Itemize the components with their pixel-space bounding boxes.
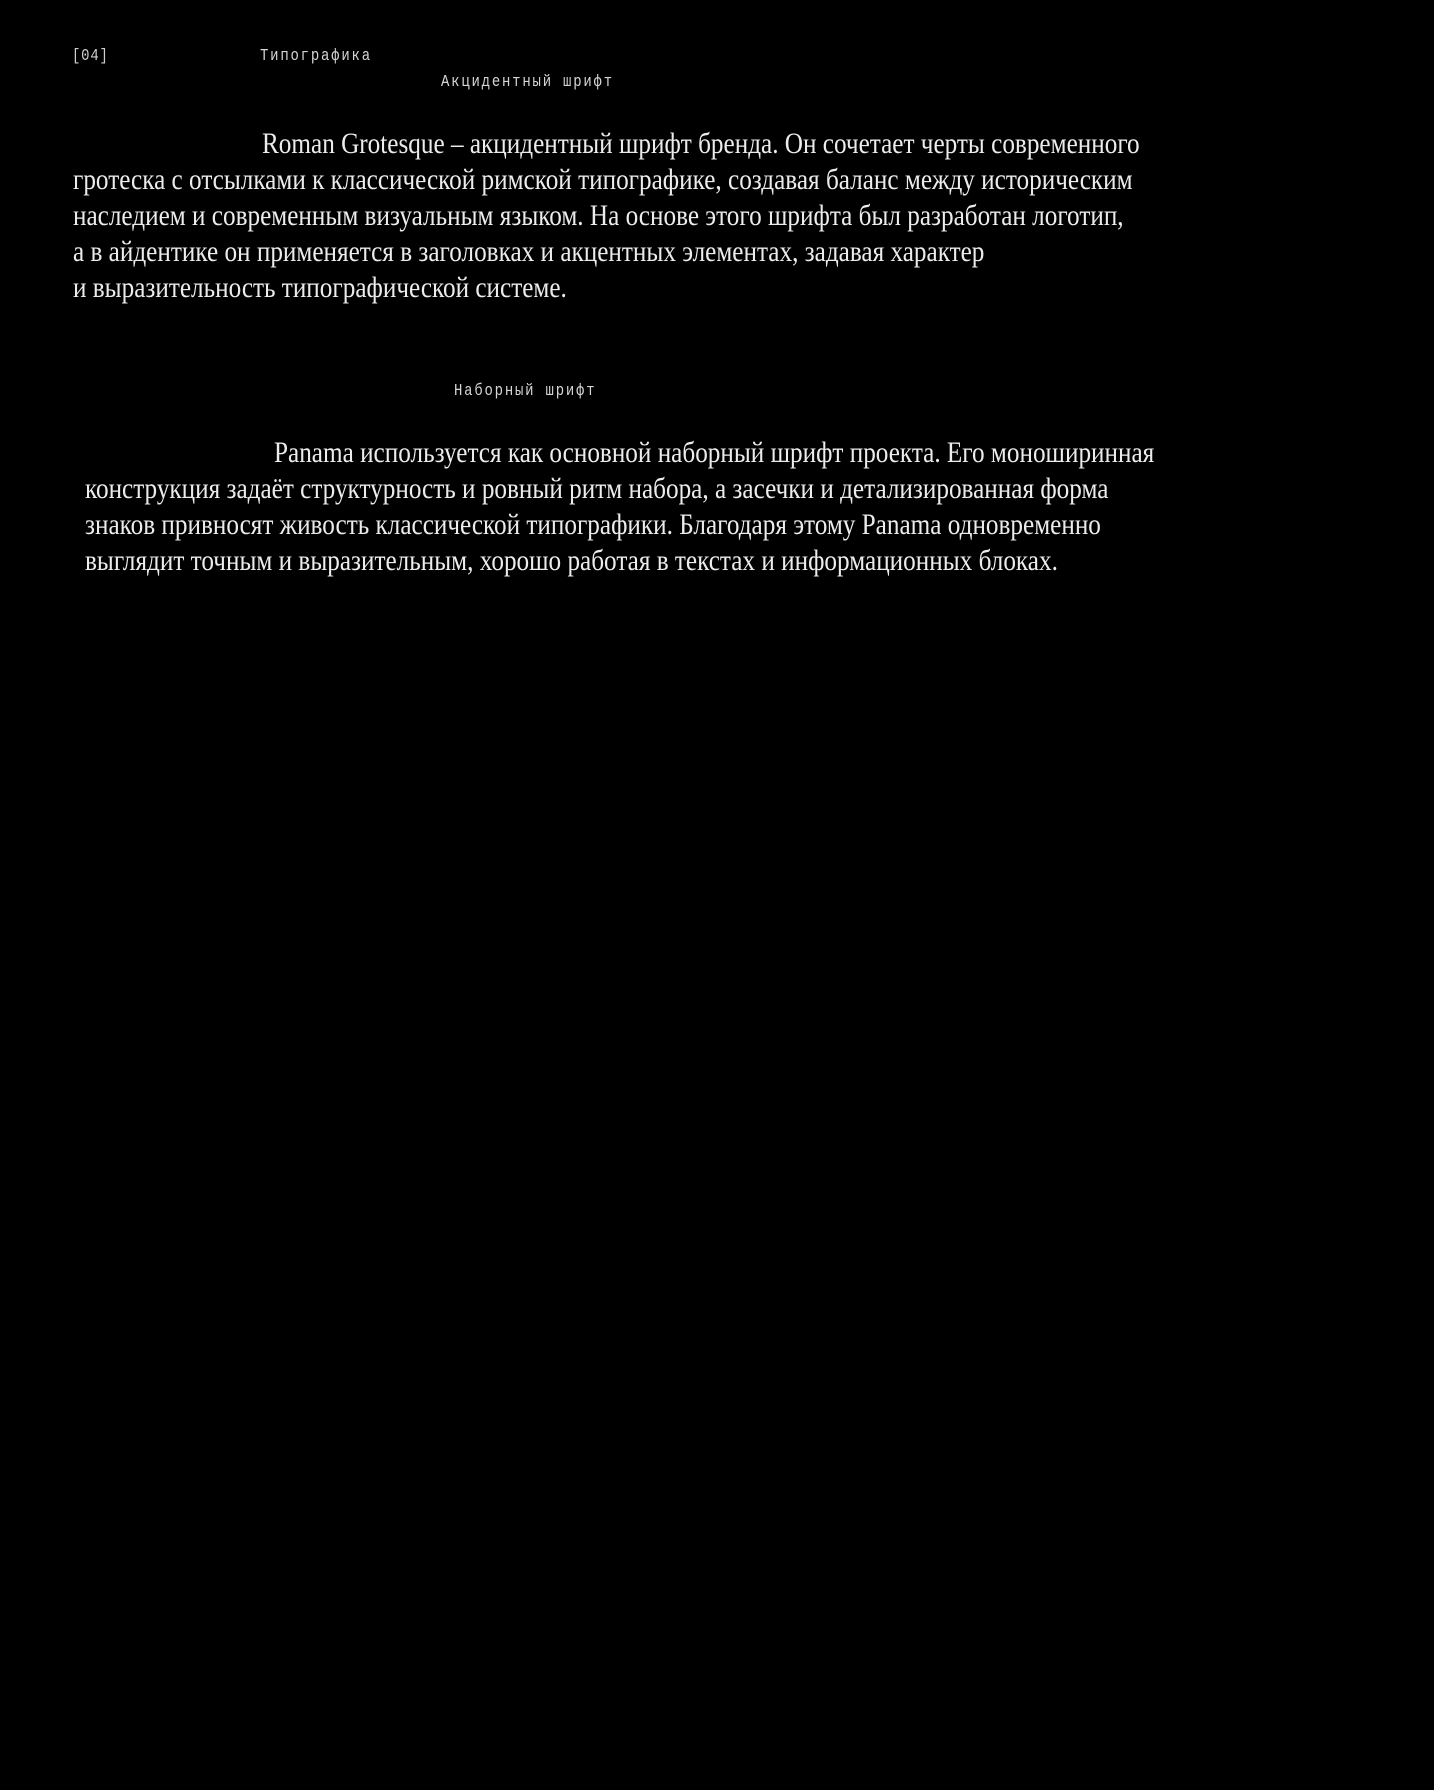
paragraph-line: Panama используется как основной наборный шрифт проекта. Его моноширинная: [274, 436, 1155, 469]
section-title: Типографика: [260, 47, 372, 66]
paragraph-line: Roman Grotesque – акцидентный шрифт бренда. Он сочетает черты современного: [262, 127, 1140, 160]
paragraph-line: гротеска с отсылками к классической римской типографике, создавая баланс между историческим: [73, 163, 1133, 196]
paragraph-line: наследием и современным визуальным языком. На основе этого шрифта был разработан логотип,: [73, 199, 1124, 232]
paragraph-line: а в айдентике он применяется в заголовках и акцентных элементах, задавая характер: [73, 235, 985, 268]
paragraph-line: выглядит точным и выразительным, хорошо работая в текстах и информационных блоках.: [85, 544, 1058, 577]
paragraph-line: конструкция задаёт структурность и ровный ритм набора, а засечки и детализированная форма: [85, 472, 1109, 505]
paragraph-line: знаков привносят живость классической типографики. Благодаря этому Panama одновременно: [85, 508, 1101, 541]
paragraph-line: и выразительность типографической системе.: [73, 271, 567, 304]
text-font-label: Наборный шрифт: [454, 382, 597, 401]
display-font-label: Акцидентный шрифт: [441, 73, 614, 92]
section-number: [04]: [72, 47, 109, 66]
